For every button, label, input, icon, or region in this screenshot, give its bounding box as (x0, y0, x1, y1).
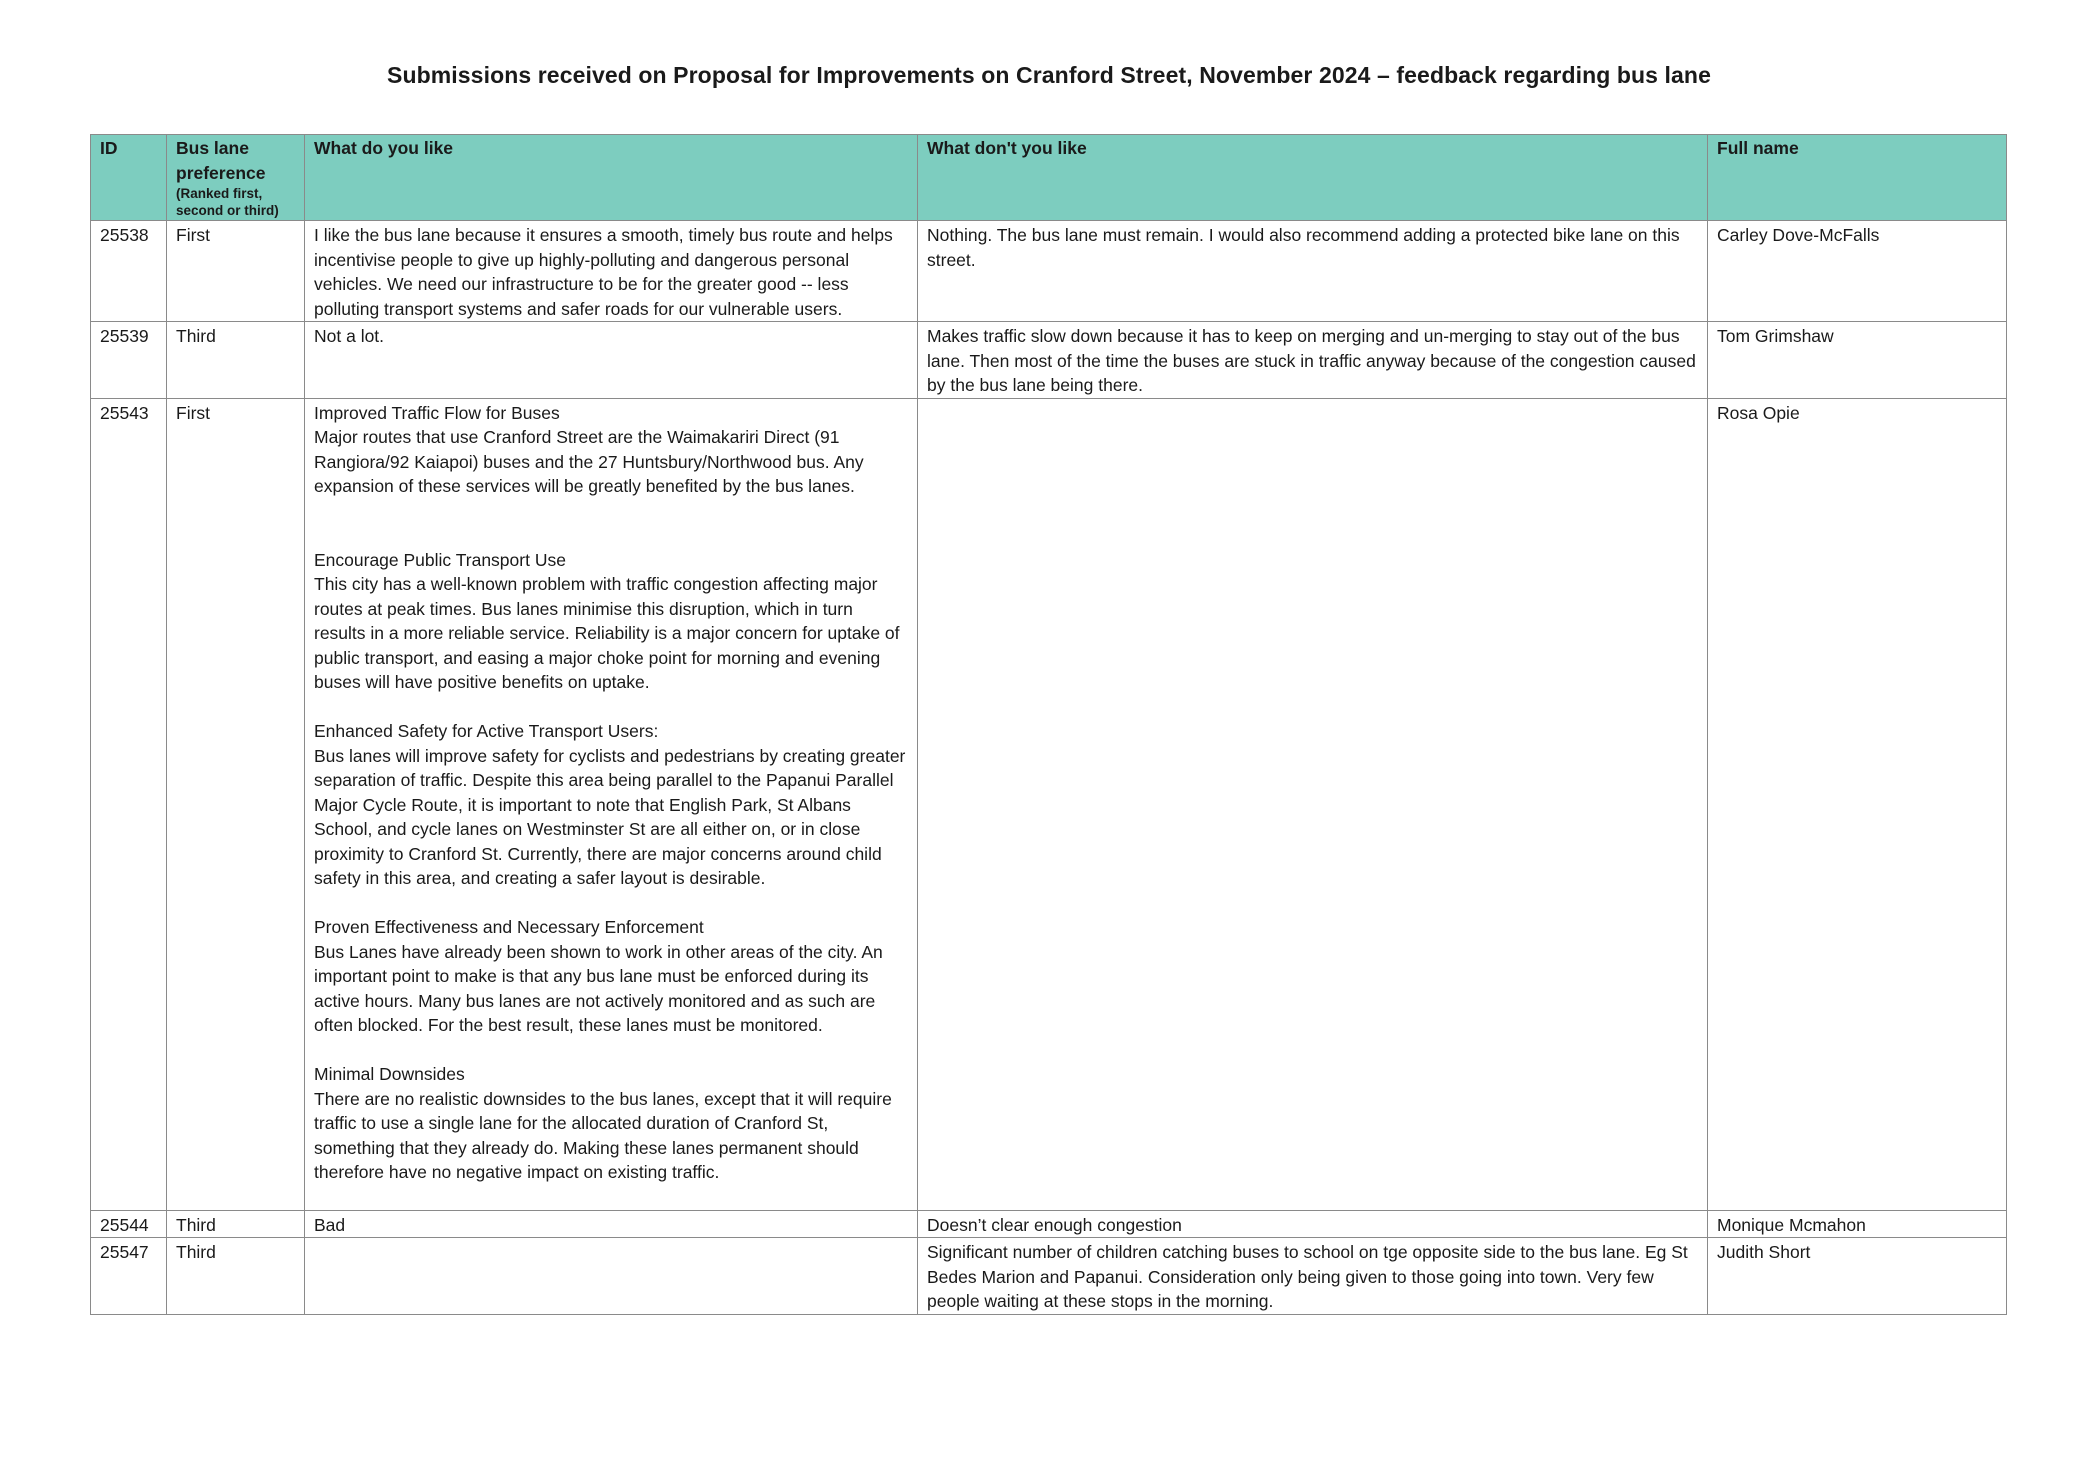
cell-id: 25538 (91, 221, 167, 322)
header-like: What do you like (305, 135, 918, 221)
cell-like: Bad (305, 1210, 918, 1238)
cell-preference: First (167, 398, 305, 1210)
cell-name: Judith Short (1708, 1238, 2007, 1315)
cell-id: 25539 (91, 322, 167, 399)
cell-like (305, 1238, 918, 1315)
cell-name: Tom Grimshaw (1708, 322, 2007, 399)
cell-like: Not a lot. (305, 322, 918, 399)
cell-id: 25544 (91, 1210, 167, 1238)
cell-dislike: Nothing. The bus lane must remain. I would also recommend adding a protected bike lane on this street. (918, 221, 1708, 322)
cell-id: 25547 (91, 1238, 167, 1315)
table-row (91, 221, 2007, 322)
cell-like: I like the bus lane because it ensures a smooth, timely bus route and helps incentivise people to give up highly-polluting and dangerous personal vehicles. We need our infrastructure to be for the greater good -- less polluting transport systems and safer roads for our vulnerable users. (305, 221, 918, 322)
cell-preference: Third (167, 1238, 305, 1315)
cell-name: Carley Dove-McFalls (1708, 221, 2007, 322)
cell-name: Rosa Opie (1708, 398, 2007, 1210)
table-row (91, 322, 2007, 399)
table-row (91, 1238, 2007, 1315)
table-row (91, 1210, 2007, 1238)
cell-dislike: Makes traffic slow down because it has to keep on merging and un-merging to stay out of the bus lane. Then most of the time the buses are stuck in traffic anyway because of the congestion caused by the bus lane being there. (918, 322, 1708, 399)
cell-id: 25543 (91, 398, 167, 1210)
cell-name: Monique Mcmahon (1708, 1210, 2007, 1238)
cell-preference: Third (167, 1210, 305, 1238)
cell-dislike: Doesn’t clear enough congestion (918, 1210, 1708, 1238)
cell-dislike: Significant number of children catching buses to school on tge opposite side to the bus lane. Eg St Bedes Marion and Papanui. Consideration only being given to those going into town. Very few people waiting at these stops in the morning. (918, 1238, 1708, 1315)
header-name: Full name (1708, 135, 2007, 221)
header-dislike: What don't you like (918, 135, 1708, 221)
document-title: Submissions received on Proposal for Improvements on Cranford Street, November 2024 – feedback regarding bus lane (387, 62, 1711, 88)
cell-preference: Third (167, 322, 305, 399)
table-header-row (91, 135, 2007, 221)
header-id: ID (91, 135, 167, 221)
cell-like: Improved Traffic Flow for Buses Major routes that use Cranford Street are the Waimakariri Direct (91 Rangiora/92 Kaiapoi) buses and the 27 Huntsbury/Northwood bus. Any expansion of these services will be greatly benefited by the bus lanes. Encourage Public Transport Use This city has a well-known problem with traffic congestion affecting major routes at peak times. Bus lanes minimise this disruption, which in turn results in a more reliable service. Reliability is a major concern for uptake of public transport, and easing a major choke point for morning and evening buses will have positive benefits on uptake. Enhanced Safety for Active Transport Users: Bus lanes will improve safety for cyclists and pedestrians by creating greater separation of traffic. Despite this area being parallel to the Papanui Parallel Major Cycle Route, it is important to note that English Park, St Albans School, and cycle lanes on Westminster St are all either on, or in close proximity to Cranford St. Currently, there are major concerns around child safety in this area, and creating a safer layout is desirable. Proven Effectiveness and Necessary Enforcement Bus Lanes have already been shown to work in other areas of the city. An important point to make is that any bus lane must be enforced during its active hours. Many bus lanes are not actively monitored and as such are often blocked. For the best result, these lanes must be monitored. Minimal Downsides There are no realistic downsides to the bus lanes, except that it will require traffic to use a single lane for the allocated duration of Cranford St, something that they already do. Making these lanes permanent should therefore have no negative impact on existing traffic. (305, 398, 918, 1210)
header-preference (167, 135, 305, 221)
cell-preference: First (167, 221, 305, 322)
table-row (91, 398, 2007, 1210)
header-preference-label: Bus lane preference (176, 138, 266, 183)
submissions-table (90, 134, 2007, 1315)
cell-dislike (918, 398, 1708, 1210)
header-preference-note: (Ranked first, second or third) (176, 186, 279, 218)
